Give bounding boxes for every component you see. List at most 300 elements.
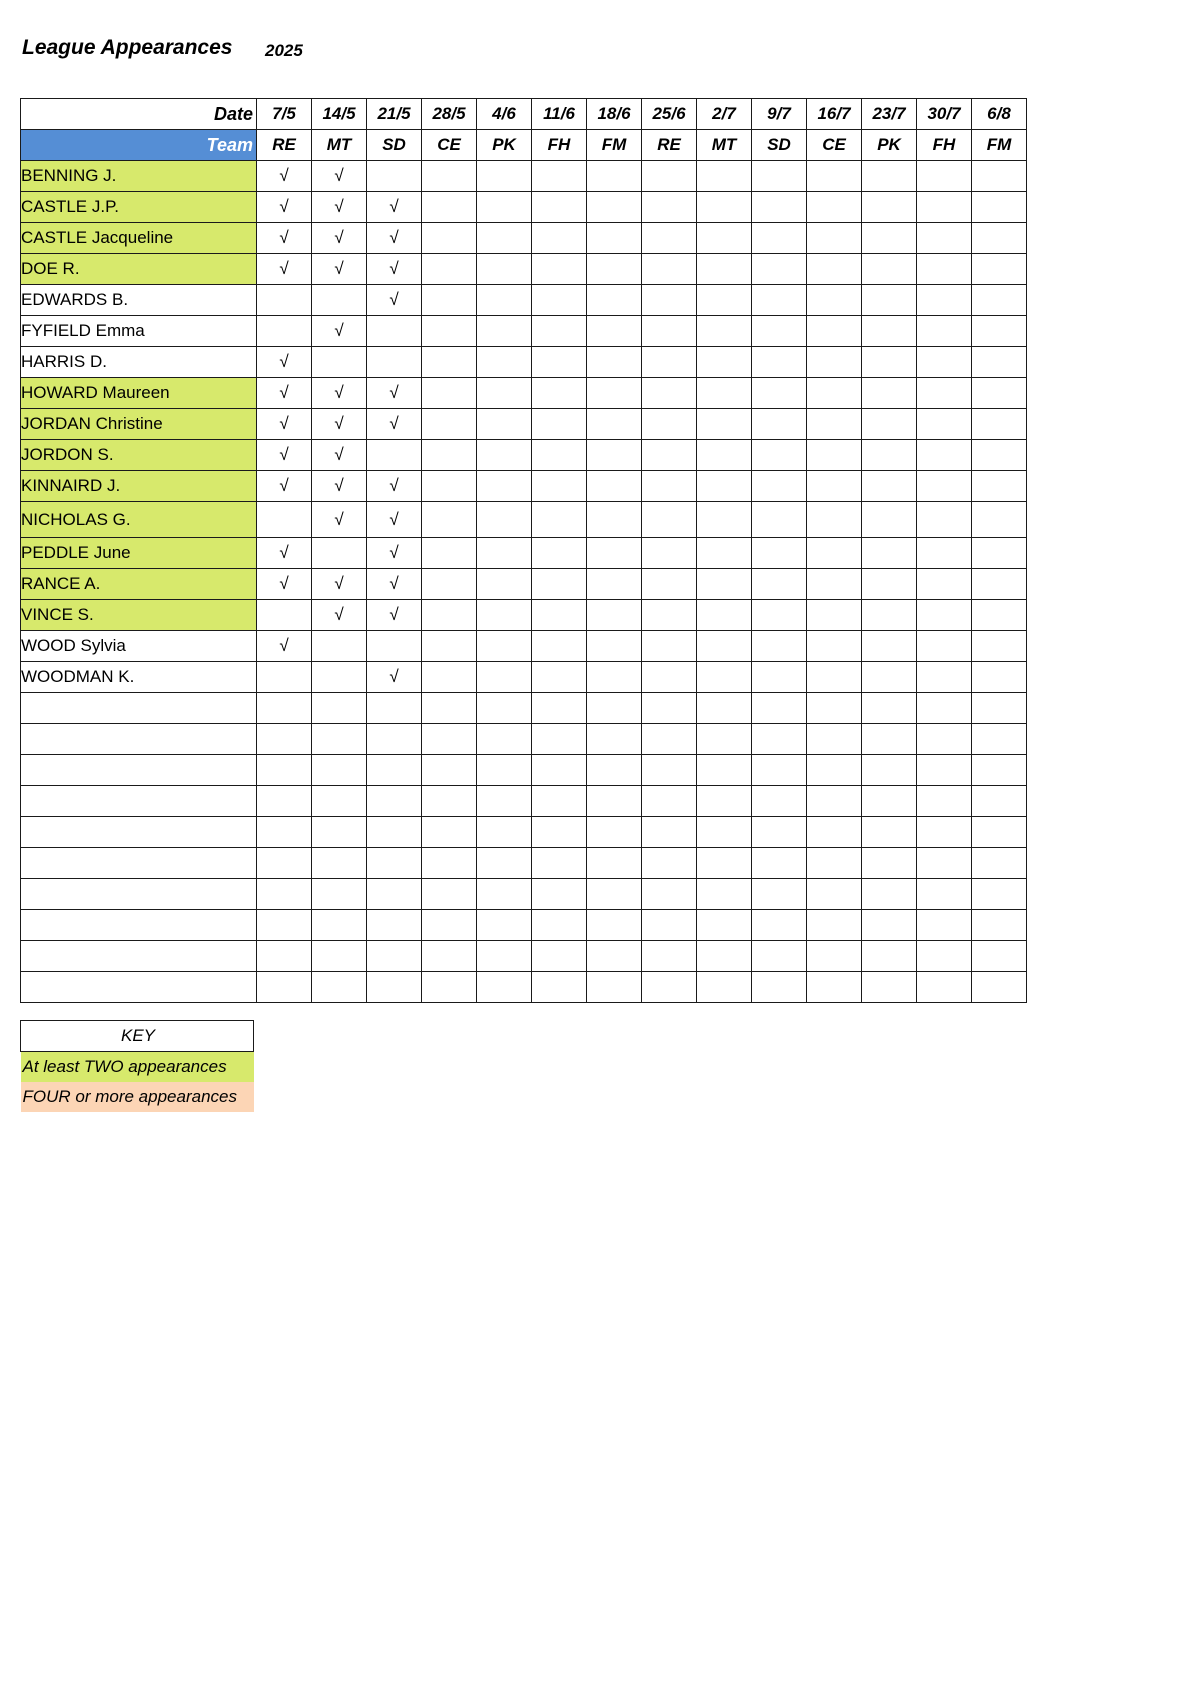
empty-cell [477, 724, 532, 755]
player-name: JORDON S. [21, 440, 257, 471]
appearance-tick: √ [367, 223, 422, 254]
empty-cell [917, 631, 972, 662]
empty-cell [917, 972, 972, 1003]
appearance-tick: √ [312, 192, 367, 223]
empty-cell [532, 502, 587, 538]
empty-cell [862, 538, 917, 569]
empty-cell [642, 285, 697, 316]
appearance-tick: √ [312, 161, 367, 192]
empty-cell [807, 471, 862, 502]
empty-cell [21, 755, 257, 786]
empty-table-row [21, 879, 1027, 910]
empty-cell [422, 409, 477, 440]
empty-cell [587, 600, 642, 631]
fixture-date: 6/8 [972, 99, 1027, 130]
player-name: WOOD Sylvia [21, 631, 257, 662]
empty-cell [367, 347, 422, 378]
empty-cell [642, 347, 697, 378]
empty-cell [532, 631, 587, 662]
empty-cell [257, 910, 312, 941]
empty-cell [752, 910, 807, 941]
empty-cell [532, 972, 587, 1003]
empty-cell [257, 693, 312, 724]
empty-cell [532, 817, 587, 848]
empty-cell [917, 285, 972, 316]
empty-cell [807, 910, 862, 941]
empty-cell [807, 693, 862, 724]
empty-cell [752, 440, 807, 471]
empty-cell [862, 972, 917, 1003]
empty-cell [697, 848, 752, 879]
empty-cell [312, 347, 367, 378]
appearance-tick: √ [367, 471, 422, 502]
empty-cell [642, 378, 697, 409]
fixture-team: RE [642, 130, 697, 161]
empty-cell [587, 316, 642, 347]
empty-cell [697, 910, 752, 941]
empty-cell [587, 755, 642, 786]
empty-table-row [21, 724, 1027, 755]
empty-cell [862, 502, 917, 538]
empty-cell [917, 471, 972, 502]
fixture-team: FH [532, 130, 587, 161]
appearance-tick: √ [257, 378, 312, 409]
empty-cell [642, 755, 697, 786]
empty-cell [477, 848, 532, 879]
empty-cell [422, 161, 477, 192]
empty-cell [422, 848, 477, 879]
appearance-tick: √ [312, 600, 367, 631]
empty-cell [862, 910, 917, 941]
empty-cell [807, 223, 862, 254]
empty-cell [367, 879, 422, 910]
empty-cell [532, 848, 587, 879]
empty-cell [312, 910, 367, 941]
fixture-team: MT [697, 130, 752, 161]
empty-cell [862, 316, 917, 347]
empty-cell [257, 316, 312, 347]
key-title: KEY [21, 1021, 254, 1052]
empty-cell [532, 409, 587, 440]
empty-cell [532, 693, 587, 724]
appearance-tick: √ [312, 316, 367, 347]
empty-cell [312, 848, 367, 879]
table-row [21, 662, 1027, 693]
empty-cell [972, 538, 1027, 569]
empty-cell [312, 662, 367, 693]
table-row [21, 347, 1027, 378]
empty-cell [862, 662, 917, 693]
empty-cell [972, 817, 1027, 848]
empty-cell [697, 569, 752, 600]
empty-cell [367, 848, 422, 879]
empty-cell [752, 600, 807, 631]
empty-cell [21, 724, 257, 755]
empty-cell [422, 285, 477, 316]
empty-cell [752, 161, 807, 192]
empty-cell [917, 848, 972, 879]
table-row [21, 223, 1027, 254]
empty-cell [257, 502, 312, 538]
empty-cell [862, 724, 917, 755]
empty-cell [862, 471, 917, 502]
table-row [21, 502, 1027, 538]
empty-cell [587, 848, 642, 879]
empty-cell [257, 600, 312, 631]
empty-cell [312, 972, 367, 1003]
empty-cell [752, 378, 807, 409]
empty-cell [642, 662, 697, 693]
empty-cell [972, 693, 1027, 724]
empty-cell [917, 254, 972, 285]
empty-cell [367, 161, 422, 192]
empty-cell [642, 693, 697, 724]
empty-cell [697, 378, 752, 409]
empty-cell [752, 569, 807, 600]
appearance-tick: √ [367, 409, 422, 440]
empty-cell [972, 347, 1027, 378]
empty-cell [477, 378, 532, 409]
empty-cell [587, 662, 642, 693]
empty-cell [532, 786, 587, 817]
team-label: Team [21, 130, 257, 161]
empty-cell [477, 161, 532, 192]
fixture-date: 25/6 [642, 99, 697, 130]
empty-cell [587, 941, 642, 972]
empty-cell [807, 662, 862, 693]
empty-cell [752, 254, 807, 285]
table-row [21, 161, 1027, 192]
empty-cell [807, 724, 862, 755]
fixture-team: CE [807, 130, 862, 161]
appearances-table [20, 98, 1027, 1003]
appearance-tick: √ [257, 471, 312, 502]
player-name: DOE R. [21, 254, 257, 285]
empty-cell [972, 755, 1027, 786]
empty-table-row [21, 755, 1027, 786]
player-name: JORDAN Christine [21, 409, 257, 440]
empty-cell [477, 879, 532, 910]
empty-cell [807, 316, 862, 347]
table-row [21, 471, 1027, 502]
empty-cell [367, 972, 422, 1003]
season-year: 2025 [265, 41, 303, 60]
empty-cell [257, 941, 312, 972]
empty-cell [21, 693, 257, 724]
fixture-date: 14/5 [312, 99, 367, 130]
player-name: NICHOLAS G. [21, 502, 257, 538]
empty-cell [422, 755, 477, 786]
empty-cell [21, 941, 257, 972]
appearance-tick: √ [367, 662, 422, 693]
empty-cell [477, 662, 532, 693]
empty-cell [697, 285, 752, 316]
empty-cell [477, 316, 532, 347]
appearance-tick: √ [257, 538, 312, 569]
empty-cell [21, 817, 257, 848]
fixture-date: 2/7 [697, 99, 752, 130]
empty-cell [917, 693, 972, 724]
appearance-tick: √ [312, 502, 367, 538]
appearance-tick: √ [367, 569, 422, 600]
empty-cell [587, 471, 642, 502]
empty-cell [587, 378, 642, 409]
fixture-team: PK [477, 130, 532, 161]
empty-cell [642, 223, 697, 254]
empty-cell [697, 786, 752, 817]
empty-cell [697, 471, 752, 502]
empty-cell [532, 440, 587, 471]
appearance-tick: √ [312, 378, 367, 409]
empty-cell [532, 910, 587, 941]
empty-cell [752, 502, 807, 538]
empty-cell [422, 538, 477, 569]
table-row [21, 378, 1027, 409]
fixture-date: 30/7 [917, 99, 972, 130]
empty-cell [642, 817, 697, 848]
empty-cell [21, 910, 257, 941]
empty-cell [807, 502, 862, 538]
empty-cell [422, 879, 477, 910]
empty-cell [697, 254, 752, 285]
appearance-tick: √ [257, 161, 312, 192]
empty-cell [697, 972, 752, 1003]
empty-cell [422, 223, 477, 254]
appearance-tick: √ [367, 502, 422, 538]
player-name: FYFIELD Emma [21, 316, 257, 347]
empty-cell [477, 631, 532, 662]
empty-cell [697, 755, 752, 786]
empty-cell [752, 316, 807, 347]
empty-cell [257, 285, 312, 316]
empty-cell [917, 347, 972, 378]
empty-cell [257, 817, 312, 848]
player-name: PEDDLE June [21, 538, 257, 569]
empty-cell [422, 316, 477, 347]
empty-cell [807, 347, 862, 378]
empty-cell [367, 693, 422, 724]
appearance-tick: √ [257, 569, 312, 600]
empty-cell [477, 693, 532, 724]
empty-cell [807, 786, 862, 817]
empty-cell [257, 662, 312, 693]
empty-cell [312, 786, 367, 817]
empty-cell [532, 161, 587, 192]
empty-cell [807, 879, 862, 910]
empty-cell [697, 161, 752, 192]
fixture-team: PK [862, 130, 917, 161]
empty-cell [312, 631, 367, 662]
table-row [21, 316, 1027, 347]
key-item-two-appearances: At least TWO appearances [21, 1052, 254, 1083]
empty-cell [532, 662, 587, 693]
empty-cell [972, 440, 1027, 471]
fixture-date: 18/6 [587, 99, 642, 130]
empty-cell [587, 879, 642, 910]
empty-cell [477, 502, 532, 538]
fixture-date: 23/7 [862, 99, 917, 130]
team-header-row [21, 130, 1027, 161]
fixture-team: SD [752, 130, 807, 161]
empty-cell [21, 848, 257, 879]
empty-cell [422, 693, 477, 724]
empty-cell [752, 972, 807, 1003]
appearance-tick: √ [367, 285, 422, 316]
empty-cell [587, 910, 642, 941]
empty-cell [807, 285, 862, 316]
empty-cell [477, 538, 532, 569]
empty-cell [807, 409, 862, 440]
empty-cell [532, 600, 587, 631]
empty-cell [862, 254, 917, 285]
empty-cell [972, 316, 1027, 347]
empty-cell [312, 879, 367, 910]
empty-cell [422, 724, 477, 755]
empty-cell [587, 538, 642, 569]
empty-cell [917, 223, 972, 254]
empty-cell [21, 972, 257, 1003]
empty-cell [972, 161, 1027, 192]
empty-cell [642, 600, 697, 631]
empty-cell [972, 600, 1027, 631]
appearance-tick: √ [257, 223, 312, 254]
empty-cell [697, 440, 752, 471]
empty-cell [972, 910, 1027, 941]
empty-cell [917, 755, 972, 786]
player-name: CASTLE J.P. [21, 192, 257, 223]
empty-cell [422, 786, 477, 817]
empty-cell [422, 347, 477, 378]
table-row [21, 600, 1027, 631]
appearance-tick: √ [312, 254, 367, 285]
empty-cell [917, 192, 972, 223]
empty-cell [642, 972, 697, 1003]
empty-cell [862, 223, 917, 254]
empty-cell [587, 569, 642, 600]
empty-cell [752, 223, 807, 254]
appearance-tick: √ [312, 223, 367, 254]
empty-cell [917, 538, 972, 569]
empty-cell [972, 972, 1027, 1003]
table-row [21, 538, 1027, 569]
empty-cell [697, 223, 752, 254]
empty-cell [587, 972, 642, 1003]
fixture-date: 16/7 [807, 99, 862, 130]
fixture-date: 28/5 [422, 99, 477, 130]
empty-cell [752, 693, 807, 724]
empty-cell [752, 941, 807, 972]
empty-cell [807, 569, 862, 600]
empty-cell [312, 538, 367, 569]
empty-cell [477, 972, 532, 1003]
empty-cell [532, 569, 587, 600]
empty-cell [642, 786, 697, 817]
empty-cell [422, 471, 477, 502]
empty-cell [587, 440, 642, 471]
empty-cell [532, 378, 587, 409]
appearance-tick: √ [257, 192, 312, 223]
empty-cell [972, 409, 1027, 440]
empty-cell [642, 254, 697, 285]
empty-cell [752, 347, 807, 378]
empty-cell [532, 941, 587, 972]
empty-cell [862, 440, 917, 471]
empty-cell [642, 941, 697, 972]
empty-cell [862, 879, 917, 910]
empty-cell [257, 786, 312, 817]
empty-cell [477, 569, 532, 600]
empty-cell [642, 910, 697, 941]
empty-cell [697, 662, 752, 693]
empty-cell [642, 161, 697, 192]
empty-cell [917, 879, 972, 910]
empty-cell [972, 569, 1027, 600]
player-name: CASTLE Jacqueline [21, 223, 257, 254]
empty-cell [752, 192, 807, 223]
table-row [21, 440, 1027, 471]
empty-cell [972, 378, 1027, 409]
fixture-team: FH [917, 130, 972, 161]
empty-cell [642, 192, 697, 223]
empty-cell [917, 440, 972, 471]
empty-cell [807, 631, 862, 662]
empty-cell [807, 440, 862, 471]
empty-cell [807, 817, 862, 848]
empty-cell [862, 285, 917, 316]
appearance-tick: √ [257, 347, 312, 378]
empty-cell [917, 941, 972, 972]
empty-cell [807, 600, 862, 631]
empty-cell [917, 910, 972, 941]
empty-cell [697, 724, 752, 755]
empty-cell [312, 285, 367, 316]
empty-cell [752, 409, 807, 440]
empty-cell [752, 755, 807, 786]
empty-cell [862, 848, 917, 879]
empty-cell [862, 192, 917, 223]
empty-cell [21, 879, 257, 910]
appearance-tick: √ [312, 440, 367, 471]
appearance-tick: √ [257, 631, 312, 662]
empty-cell [532, 192, 587, 223]
empty-table-row [21, 817, 1027, 848]
empty-cell [477, 285, 532, 316]
empty-cell [752, 285, 807, 316]
empty-cell [532, 254, 587, 285]
empty-cell [862, 631, 917, 662]
empty-cell [257, 848, 312, 879]
empty-cell [697, 631, 752, 662]
player-name: RANCE A. [21, 569, 257, 600]
empty-cell [587, 502, 642, 538]
empty-cell [312, 724, 367, 755]
empty-cell [972, 848, 1027, 879]
appearance-tick: √ [312, 409, 367, 440]
empty-cell [752, 538, 807, 569]
empty-cell [587, 254, 642, 285]
empty-cell [587, 409, 642, 440]
empty-cell [587, 817, 642, 848]
empty-cell [862, 693, 917, 724]
empty-cell [532, 538, 587, 569]
fixture-date: 7/5 [257, 99, 312, 130]
empty-cell [807, 848, 862, 879]
appearance-tick: √ [312, 569, 367, 600]
empty-cell [697, 600, 752, 631]
empty-cell [477, 910, 532, 941]
empty-cell [807, 161, 862, 192]
empty-cell [807, 941, 862, 972]
